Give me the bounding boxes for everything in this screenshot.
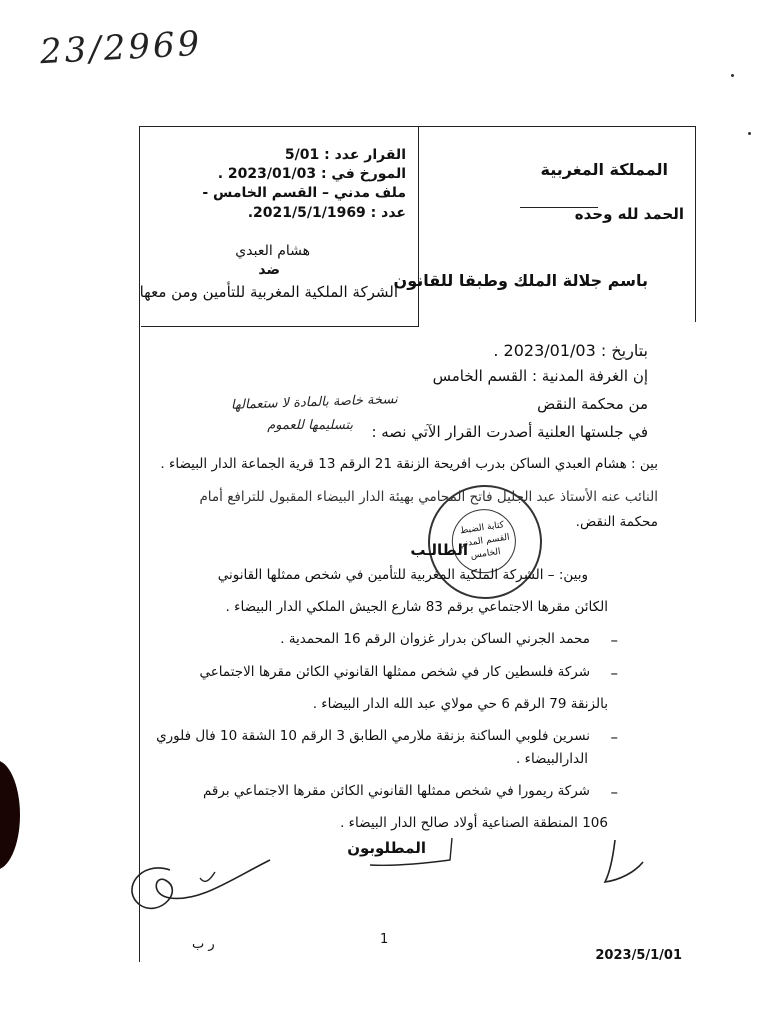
respondent-item-3: نسرين فلوبي الساكنة بزنقة ملارمي الطابق 3 الرقم 10 الشقة 10 فال فلوري <box>156 728 590 744</box>
decision-file-number: عدد : 2021/5/1/1969. <box>247 205 406 221</box>
respondent-item-3-cont: الدارالبيضاء . <box>516 751 588 767</box>
footer-reference: 2023/5/1/01 <box>595 948 682 963</box>
lawyer-line-1: النائب عنه الأستاذ عبد الجليل فاتح المحامي بهيئة الدار البيضاء المقبول للترافع أمام <box>199 489 658 505</box>
decision-file-type: ملف مدني – القسم الخامس - <box>202 185 406 201</box>
lawyer-line-2: محكمة النقض. <box>575 514 658 530</box>
item4-dash: – <box>610 783 618 801</box>
praise-formula: الحمد لله وحده <box>574 205 684 223</box>
hq-line: الكائن مقرها الاجتماعي برقم 83 شارع الجيش الملكي الدار البيضاء . <box>225 599 608 615</box>
page-number: 1 <box>380 932 389 947</box>
chamber-line: إن الغرفة المدنية : القسم الخامس <box>432 367 648 385</box>
court-line: من محكمة النقض <box>537 395 648 413</box>
defendant-name: الشركة الملكية المغربية للتأمين ومن معها <box>139 283 398 301</box>
middle-signature <box>360 830 470 870</box>
right-signature <box>595 832 655 892</box>
respondent-item-4: شركة ريمورا في شخص ممثلها القانوني الكائن مقرها الاجتماعي برقم <box>202 783 590 799</box>
frame-left-border <box>139 126 140 962</box>
handwritten-note-line2: بتسليمها للعموم <box>267 418 353 433</box>
royal-formula: باسم جلالة الملك وطبقا للقانون <box>393 271 648 290</box>
between-line: بين : هشام العبدي الساكن بدرب افريحة الزنقة 21 الرقم 13 قرية الجماعة الدار البيضاء . <box>160 456 658 472</box>
scan-shadow <box>0 760 20 870</box>
item3-dash: – <box>610 728 618 746</box>
item1-dash: – <box>610 631 618 649</box>
item2-dash: – <box>610 664 618 682</box>
plaintiff-name: هشام العبدي <box>235 243 310 259</box>
stamp-line-3: الخامس <box>470 546 502 561</box>
and-line: وبين: – الشركة الملكية المغربية للتأمين في شخص ممثلها القانوني <box>217 567 588 583</box>
respondent-item-2-cont: بالزنقة 79 الرقم 6 حي مولاي عبد الله الدار البيضاء . <box>312 696 608 712</box>
left-signature <box>110 850 310 930</box>
frame-right-border <box>695 126 696 322</box>
kingdom-title: المملكة المغربية <box>540 160 668 179</box>
decision-date: المورخ في : 2023/01/03 . <box>217 166 406 182</box>
handwritten-file-number: 23/2969 <box>39 23 204 73</box>
decision-number: القرار عدد : 5/01 <box>284 147 406 163</box>
respondent-item-2: شركة فلسطين كار في شخص ممثلها القانوني الكائن مقرها الاجتماعي <box>199 664 590 680</box>
judgment-date: بتاريخ : 2023/01/03 . <box>493 341 648 360</box>
respondents-heading: المطلوبون <box>347 839 426 857</box>
stamp-line-1: كتابة الضبط <box>459 519 505 536</box>
scan-speck <box>748 132 751 135</box>
handwritten-note-line1: نسخة خاصة بالمادة لا ستعمالها <box>231 392 399 413</box>
respondent-item-4-cont: 106 المنطقة الصناعية أولاد صالح الدار البيضاء . <box>340 815 608 831</box>
respondent-item-1: محمد الجرني الساكن بدرار غزوان الرقم 16 المحمدية . <box>280 631 590 647</box>
versus-label: ضد <box>258 262 280 278</box>
stamp-line-2: القسم المدني <box>457 532 511 550</box>
session-line: في جلستها العلنية أصدرت القرار الآتي نصه : <box>371 423 648 441</box>
footer-initials: ر ب <box>192 937 215 952</box>
applicant-heading: الطالـب <box>410 541 468 559</box>
scan-speck <box>731 74 734 77</box>
